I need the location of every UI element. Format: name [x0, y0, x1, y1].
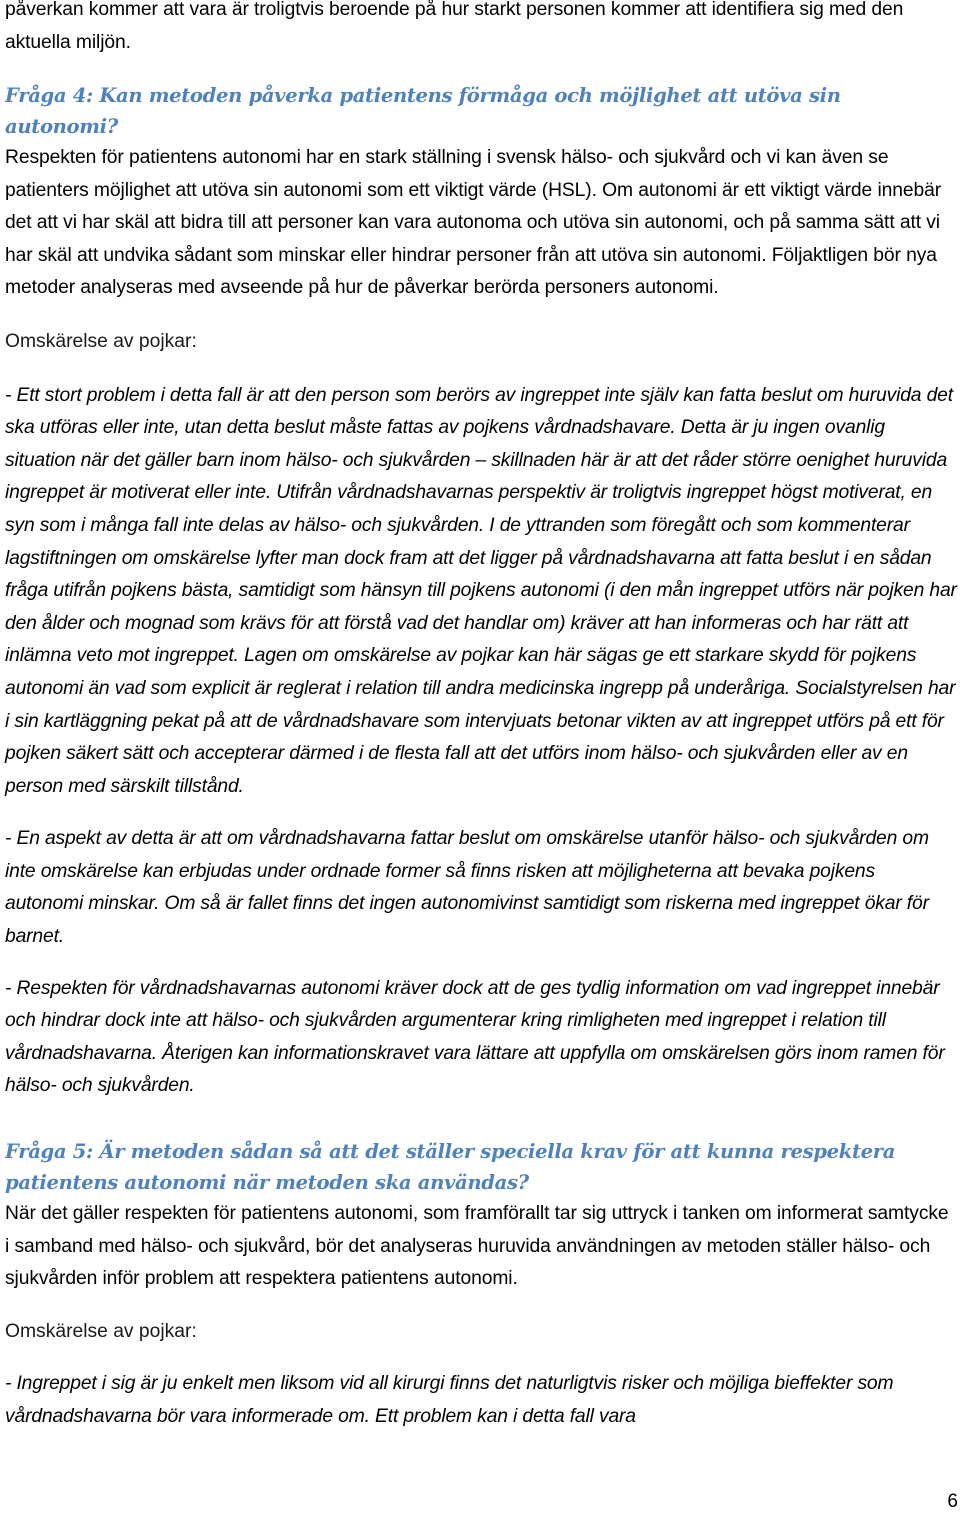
document-page: [5, 0, 957, 1434]
question-4-body: Respekten för patientens autonomi har en stark ställning i svensk hälso- och sjukvård och vi kan även se patienters möjlighet att utöva sin autonomi som ett viktigt värde (HSL). Om autonomi är ett viktigt värde innebär det att vi har skäl att bidra till att personer kan vara autonoma och utöva sin autonomi, och på samma sätt att vi har skäl att undvika sådant som minskar eller hindrar personer från att utöva sin autonomi. Följaktligen bör nya metoder analyseras med avseende på hur de påverkar berörda personers autonomi.: [5, 147, 942, 299]
question-4-heading: Fråga 4: Kan metoden påverka patientens förmåga och möjlighet att utöva sin autonomi?: [5, 84, 841, 138]
question-4-subheading: Omskärelse av pojkar:: [5, 330, 197, 352]
intro-paragraph: påverkan kommer att vara är troligtvis beroende på hur starkt personen kommer att identifiera sig med den aktuella miljön.: [5, 0, 904, 53]
question-5-bullet-1: - Ingreppet i sig är ju enkelt men liksom vid all kirurgi finns det naturligtvis risker och möjliga bieffekter som vårdnadshavarna bör vara informerade om. Ett problem kan i detta fall vara: [5, 1373, 894, 1427]
page-number: 6: [947, 1491, 958, 1512]
question-4-bullet-1: - Ett stort problem i detta fall är att den person som berörs av ingreppet inte själv kan fatta beslut om huruvida det ska utföras eller inte, utan detta beslut måste fattas av pojkens vårdnadshavare. Detta är ju ingen ovanlig situation när det gäller barn inom hälso- och sjukvården – skillnaden här är att det råder större oenighet huruvida ingreppet är motiverat eller inte. Utifrån vårdnadshavarnas perspektiv är troligtvis ingreppet högst motiverat, en syn som i många fall inte delas av hälso- och sjukvården. I de yttranden som föregått och som kommenterar lagstiftningen om omskärelse lyfter man dock fram att det ligger på vårdnadshavarna att fatta beslut i en sådan fråga utifrån pojkens bästa, samtidigt som hänsyn till pojkens autonomi (i den mån ingreppet utförs när pojken har den ålder och mognad som krävs för att förstå vad det handlar om) kräver att han informeras och har rätt att inlämna veto mot ingreppet. Lagen om omskärelse av pojkar kan här sägas ge ett starkare skydd för pojkens autonomi än vad som explicit är reglerat i relation till andra medicinska ingrepp på underåriga. Socialstyrelsen har i sin kartläggning pekat på att de vårdnadshavare som intervjuats betonar vikten av att ingreppet utförs på ett för pojken säkert sätt och accepterar därmed i de flesta fall att det utförs inom hälso- och sjukvården eller av en person med särskilt tillstånd.: [5, 384, 957, 797]
question-5-body: När det gäller respekten för patientens autonomi, som framförallt tar sig uttryck i tanken om informerat samtycke i samband med hälso- och sjukvård, bör det analyseras huruvida användningen av metoden ställer hälso- och sjukvården inför problem att respektera patientens autonomi.: [5, 1203, 949, 1290]
question-4-bullet-2: - En aspekt av detta är att om vårdnadshavarna fattar beslut om omskärelse utanför hälso- och sjukvården om inte omskärelse kan erbjudas under ordnade former så finns risken att möjligheterna att bevaka pojkens autonomi minskar. Om så är fallet finns det ingen autonomivinst samtidigt som riskerna med ingreppet ökar för barnet.: [5, 828, 929, 948]
question-4-bullet-3: - Respekten för vårdnadshavarnas autonomi kräver dock att de ges tydlig information om vad ingreppet innebär och hindrar dock inte att hälso- och sjukvården argumenterar kring rimligheten med ingreppet i relation till vårdnadshavarna. Återigen kan informationskravet vara lättare att uppfylla om omskärelsen görs inom ramen för hälso- och sjukvården.: [5, 977, 945, 1097]
question-5-subheading: Omskärelse av pojkar:: [5, 1320, 197, 1342]
question-5-heading: Fråga 5: Är metoden sådan så att det ställer speciella krav för att kunna respektera patientens autonomi när metoden ska användas?: [5, 1140, 896, 1194]
